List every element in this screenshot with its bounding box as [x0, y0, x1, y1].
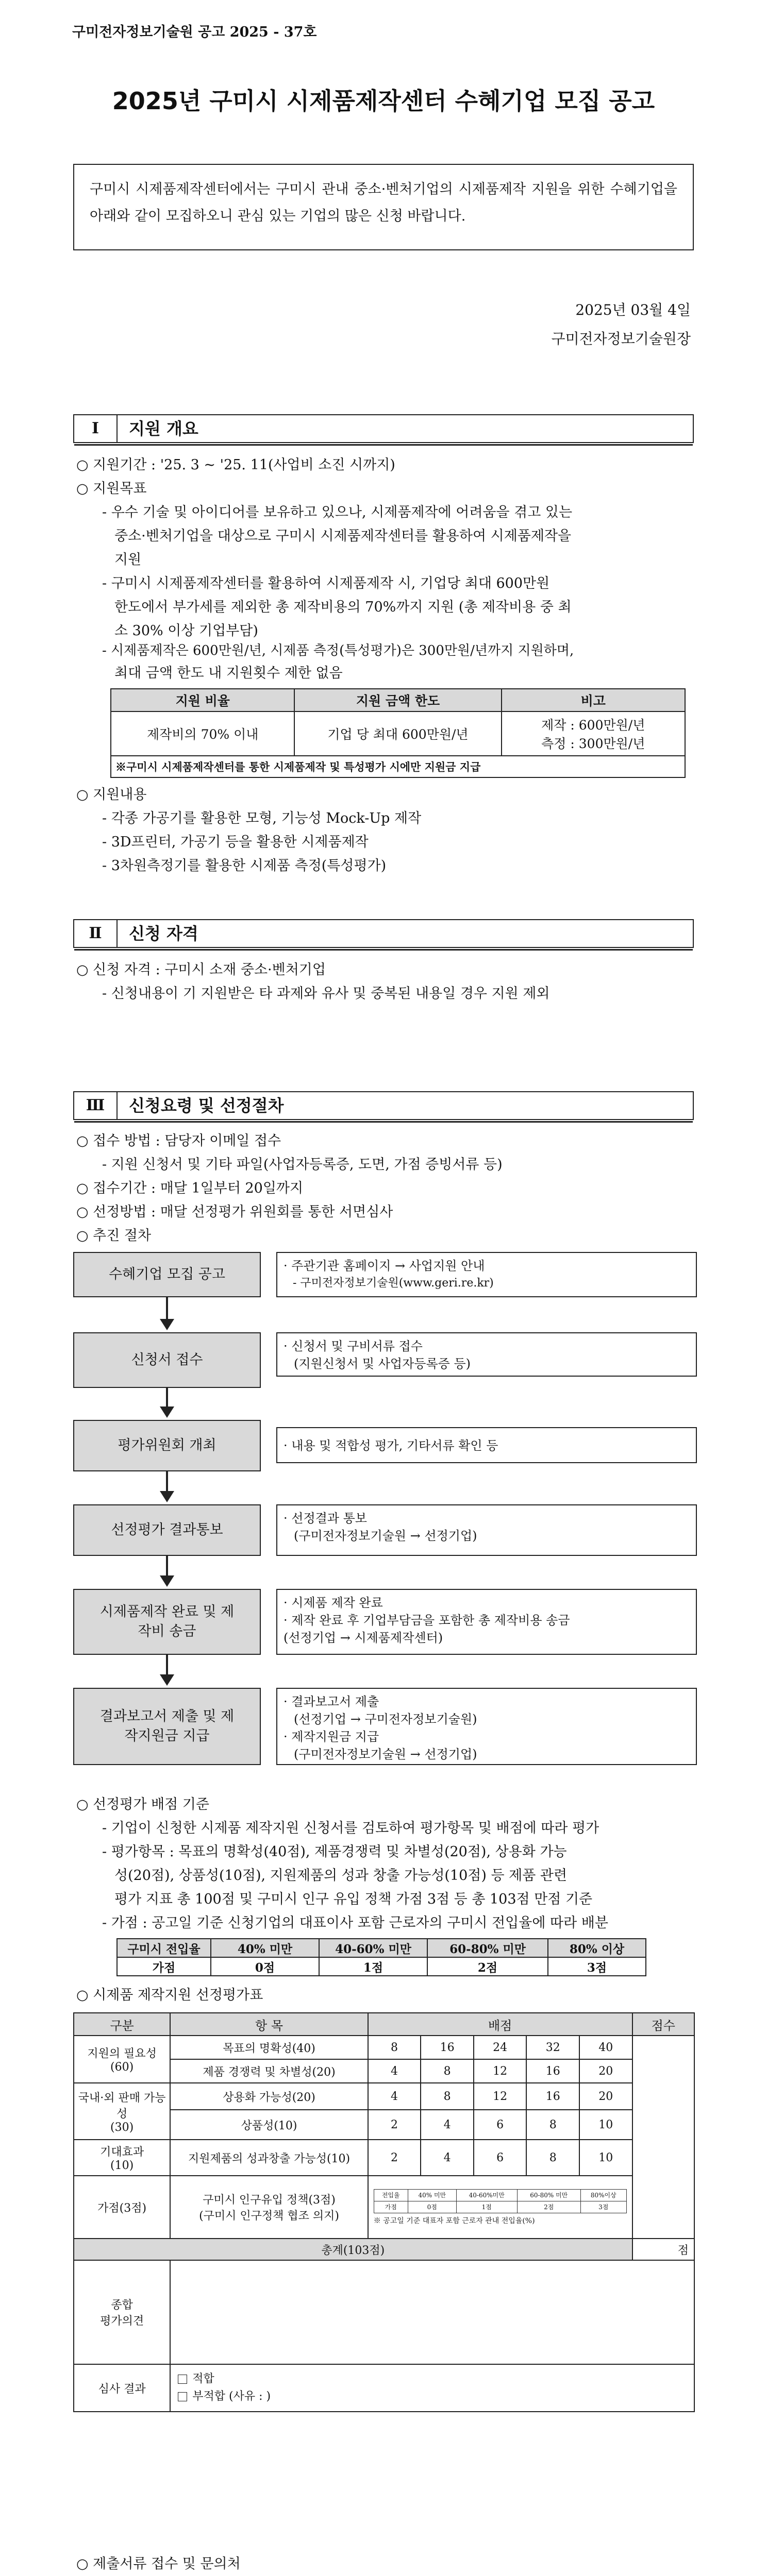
text-line: 최대 금액 한도 내 지원횟수 제한 없음 [114, 665, 343, 681]
mini-header: 80%이상 [580, 2189, 626, 2201]
table-cell: 가점 [117, 1957, 211, 1976]
mini-cell: 0점 [408, 2201, 456, 2213]
eval-table-title: ○ 시제품 제작지원 선정평가표 [76, 1987, 263, 2003]
table-header: 점수 [632, 2013, 694, 2036]
score-cell: 20 [579, 2083, 632, 2110]
bonus-item-line: 구미시 인구유입 정책(3점) [203, 2194, 336, 2207]
group-points: (10) [110, 2159, 134, 2172]
score-input[interactable] [632, 2036, 694, 2239]
bonus-table [116, 1938, 646, 1976]
eval-item [170, 2176, 368, 2239]
opinion-line: 종합 [111, 2299, 133, 2312]
score-cell: 6 [474, 2110, 527, 2140]
mini-header: 전입율 [374, 2189, 408, 2201]
checkbox-icon[interactable] [178, 2392, 187, 2401]
bonus-mini-cell [368, 2176, 632, 2239]
score-cell: 16 [526, 2059, 579, 2083]
group-points: (30) [110, 2121, 134, 2134]
score-cell: 10 [579, 2110, 632, 2140]
score-cell: 4 [421, 2110, 474, 2140]
step-desc [276, 1504, 697, 1556]
mini-note: ※ 공고일 기준 대표자 포함 근로자 관내 전입율(%) [373, 2216, 535, 2225]
table-header: 40% 미만 [211, 1939, 319, 1957]
total-label: 총계(103점) [74, 2239, 632, 2260]
score-cell: 40 [579, 2036, 632, 2059]
result-option-fail[interactable] [178, 2388, 694, 2405]
table-header: 60-80% 미만 [427, 1939, 548, 1957]
score-cell: 32 [526, 2036, 579, 2059]
section-title: 지원 개요 [129, 419, 198, 438]
score-cell: 8 [368, 2036, 421, 2059]
step-box: 평가위원회 개최 [73, 1420, 261, 1471]
result-label: 심사 결과 [74, 2364, 170, 2412]
score-cell: 8 [526, 2140, 579, 2176]
text-line: ○ 지원내용 [76, 787, 147, 803]
signer: 구미전자정보기술원장 [551, 330, 691, 347]
step-desc-line: · 시제품 제작 완료 [284, 1596, 383, 1610]
table-header: 항 목 [170, 2013, 368, 2036]
notice-date: 2025년 03월 4일 [575, 301, 691, 318]
result-option-pass[interactable] [178, 2370, 694, 2388]
page-title: 2025년 구미시 시제품제작센터 수혜기업 모집 공고 [112, 87, 655, 115]
note-line: 측정 : 300만원/년 [541, 736, 645, 751]
mini-cell: 가점 [374, 2201, 408, 2213]
step-desc-line: (지원신청서 및 사업자등록증 등) [294, 1357, 471, 1371]
result-options [170, 2364, 694, 2412]
score-cell: 10 [579, 2140, 632, 2176]
score-cell: 4 [368, 2059, 421, 2083]
arrow-down-icon [160, 1319, 174, 1330]
score-cell: 6 [474, 2140, 527, 2176]
text-line: - 신청내용이 기 지원받은 타 과제와 유사 및 중복된 내용일 경우 지원 제외 [102, 986, 550, 1002]
table-cell: 제작비의 70% 이내 [111, 711, 294, 756]
mini-cell: 3점 [580, 2201, 626, 2213]
step-desc-line: - 구미전자정보기술원(www.geri.re.kr) [293, 1277, 494, 1290]
opinion-label [74, 2260, 170, 2364]
text-line: 중소·벤처기업을 대상으로 구미시 시제품제작센터를 활용하여 시제품제작을 [114, 528, 572, 544]
bonus-mini-table [374, 2189, 627, 2213]
table-header: 배점 [368, 2013, 632, 2036]
option-label: 적합 [192, 2372, 214, 2385]
score-cell: 8 [421, 2059, 474, 2083]
opinion-line: 평가의견 [100, 2315, 144, 2328]
section-header-procedure [73, 1091, 694, 1120]
score-cell: 12 [474, 2059, 527, 2083]
step-desc-line: (선정기업 → 시제품제작센터) [284, 1631, 443, 1645]
step-desc-line: · 제작지원금 지급 [284, 1730, 379, 1744]
eval-item: 제품 경쟁력 및 차별성(20) [170, 2059, 368, 2083]
eval-item: 목표의 명확성(40) [170, 2036, 368, 2059]
bonus-item-line: (구미시 인구정책 협조 의지) [199, 2210, 339, 2223]
text-line: 평가 지표 총 100점 및 구미시 인구 유입 정책 가점 3점 등 총 103점 만점 기준 [114, 1891, 593, 1907]
group-label: 기대효과 [100, 2146, 144, 2159]
arrow-down-icon [160, 1674, 174, 1686]
text-line: 한도에서 부가세를 제외한 총 제작비용의 70%까지 지원 (총 제작비용 중 최 [114, 599, 572, 615]
text-line: ○ 추진 절차 [76, 1228, 152, 1244]
table-cell: 기업 당 최대 600만원/년 [294, 711, 501, 756]
table-header: 구미시 전입율 [117, 1939, 211, 1957]
text-line: 지원 [114, 552, 142, 568]
section-number: Ⅰ [74, 415, 118, 442]
text-line: - 평가항목 : 목표의 명확성(40점), 제품경쟁력 및 차별성(20점), 상용화 가능 [102, 1844, 567, 1860]
text-line: ○ 접수 방법 : 담당자 이메일 접수 [76, 1133, 281, 1149]
step-box: 선정평가 결과통보 [73, 1504, 261, 1556]
arrow-down-icon [160, 1406, 174, 1418]
total-unit: 점 [632, 2239, 694, 2260]
table-header: 지원 금액 한도 [294, 689, 501, 711]
eval-group [74, 2083, 170, 2140]
table-header: 비고 [502, 689, 686, 711]
score-cell: 2 [368, 2110, 421, 2140]
step-box: 결과보고서 제출 및 제작지원금 지급 [73, 1688, 261, 1765]
mini-header: 40-60%미만 [456, 2189, 517, 2201]
score-cell: 16 [526, 2083, 579, 2110]
mini-cell: 2점 [517, 2201, 580, 2213]
flow-arrow [166, 1297, 168, 1321]
text-line: - 기업이 신청한 시제품 제작지원 신청서를 검토하여 평가항목 및 배점에 따라 평가 [102, 1820, 599, 1836]
mini-cell: 1점 [456, 2201, 517, 2213]
text-line: - 각종 가공기를 활용한 모형, 기능성 Mock-Up 제작 [102, 810, 422, 826]
group-label: 국내·외 판매 가능성 [78, 2091, 166, 2121]
table-header: 80% 이상 [548, 1939, 646, 1957]
score-cell: 4 [368, 2083, 421, 2110]
eval-item: 상품성(10) [170, 2110, 368, 2140]
section-title: 신청 자격 [129, 924, 198, 943]
mini-header: 60-80% 미만 [517, 2189, 580, 2201]
text-line: - 3D프린터, 가공기 등을 활용한 시제품제작 [102, 834, 369, 850]
text-line: 성(20점), 상품성(10점), 지원제품의 성과 창출 가능성(10점) 등 제품 관련 [114, 1868, 568, 1884]
text-line: 소 30% 이상 기업부담) [114, 623, 258, 639]
table-cell: 1점 [319, 1957, 427, 1976]
text-line: - 구미시 시제품제작센터를 활용하여 시제품제작 시, 기업당 최대 600만원 [102, 575, 550, 591]
option-label: 부적합 (사유 : ) [192, 2390, 271, 2403]
section-title: 신청요령 및 선정절차 [129, 1096, 284, 1115]
table-header: 구분 [74, 2013, 170, 2036]
score-cell: 8 [526, 2110, 579, 2140]
table-header: 40-60% 미만 [319, 1939, 427, 1957]
step-desc-line: · 주관기관 홈페이지 → 사업지원 안내 [284, 1259, 485, 1273]
step-desc-line: · 선정결과 통보 [284, 1511, 367, 1526]
eval-group [74, 2036, 170, 2083]
intro-text: 구미시 시제품제작센터에서는 구미시 관내 중소·벤처기업의 시제품제작 지원을 위한 수혜기업을 아래와 같이 모집하오니 관심 있는 기업의 많은 신청 바랍니다. [90, 181, 677, 224]
eval-table [73, 2012, 695, 2412]
score-cell: 20 [579, 2059, 632, 2083]
text-line: ○ 제출서류 접수 및 문의처 [76, 2556, 241, 2572]
text-line: - 3차원측정기를 활용한 시제품 측정(특성평가) [102, 858, 387, 874]
step-desc-line: (선정기업 → 구미전자정보기술원) [294, 1712, 477, 1726]
text-line: - 지원 신청서 및 기타 파일(사업자등록증, 도면, 가점 증빙서류 등) [102, 1157, 503, 1173]
step-desc [276, 1427, 697, 1463]
score-cell: 16 [421, 2036, 474, 2059]
table-cell: 3점 [548, 1957, 646, 1976]
score-cell: 8 [421, 2083, 474, 2110]
score-cell: 4 [421, 2140, 474, 2176]
eval-group: 가점(3점) [74, 2176, 170, 2239]
section-number: Ⅲ [74, 1092, 118, 1119]
note-line: 제작 : 600만원/년 [541, 718, 645, 733]
section-number: Ⅱ [74, 920, 118, 947]
opinion-field[interactable] [170, 2260, 694, 2364]
step-desc [276, 1252, 697, 1297]
table-header: 지원 비율 [111, 689, 294, 711]
text-line: ○ 신청 자격 : 구미시 소재 중소·벤처기업 [76, 962, 326, 978]
step-desc-line: · 제작 완료 후 기업부담금을 포함한 총 제작비용 송금 [284, 1613, 570, 1628]
step-desc-line: · 결과보고서 제출 [284, 1694, 379, 1709]
text-line: ○ 지원기간 : '25. 3 ~ '25. 11(사업비 소진 시까지) [76, 457, 395, 473]
group-label: 지원의 필요성 [87, 2047, 157, 2060]
step-desc-line: · 내용 및 적합성 평가, 기타서류 확인 등 [284, 1438, 498, 1453]
table-cell: 0점 [211, 1957, 319, 1976]
group-points: (60) [110, 2061, 134, 2074]
table-cell: 2점 [427, 1957, 548, 1976]
text-line: ○ 지원목표 [76, 481, 147, 497]
text-line: - 가점 : 공고일 기준 신청기업의 대표이사 포함 근로자의 구미시 전입율에 따라 배분 [102, 1915, 608, 1931]
text-line: ○ 선정평가 배점 기준 [76, 1797, 209, 1812]
eval-group [74, 2140, 170, 2176]
step-desc-line: (구미전자정보기술원 → 선정기업) [294, 1747, 477, 1761]
step-box: 신청서 접수 [73, 1332, 261, 1388]
arrow-down-icon [160, 1575, 174, 1587]
table-note: ※구미시 시제품제작센터를 통한 시제품제작 및 특성평가 시에만 지원금 지급 [111, 756, 685, 777]
step-desc-line: · 신청서 및 구비서류 접수 [284, 1339, 423, 1353]
mini-header: 40% 미만 [408, 2189, 456, 2201]
text-line: - 우수 기술 및 아이디어를 보유하고 있으나, 시제품제작에 어려움을 겪고 있는 [102, 504, 573, 520]
score-cell: 2 [368, 2140, 421, 2176]
text-line: ○ 접수기간 : 매달 1일부터 20일까지 [76, 1180, 304, 1196]
step-desc-line: (구미전자정보기술원 → 선정기업) [294, 1529, 477, 1543]
eval-item: 지원제품의 성과창출 가능성(10) [170, 2140, 368, 2176]
step-desc [276, 1589, 697, 1655]
step-box: 시제품제작 완료 및 제작비 송금 [73, 1589, 261, 1655]
step-box: 수혜기업 모집 공고 [73, 1252, 261, 1297]
checkbox-icon[interactable] [178, 2375, 187, 2384]
score-cell: 24 [474, 2036, 527, 2059]
eval-item: 상용화 가능성(20) [170, 2083, 368, 2110]
score-cell: 12 [474, 2083, 527, 2110]
text-line: - 시제품제작은 600만원/년, 시제품 측정(특성평가)은 300만원/년까지 지원하며, [102, 643, 574, 658]
step-desc [276, 1332, 697, 1377]
step-desc [276, 1688, 697, 1765]
arrow-down-icon [160, 1491, 174, 1502]
notice-number: 구미전자정보기술원 공고 2025 - 37호 [72, 24, 317, 40]
text-line: ○ 선정방법 : 매달 선정평가 위원회를 통한 서면심사 [76, 1204, 393, 1220]
